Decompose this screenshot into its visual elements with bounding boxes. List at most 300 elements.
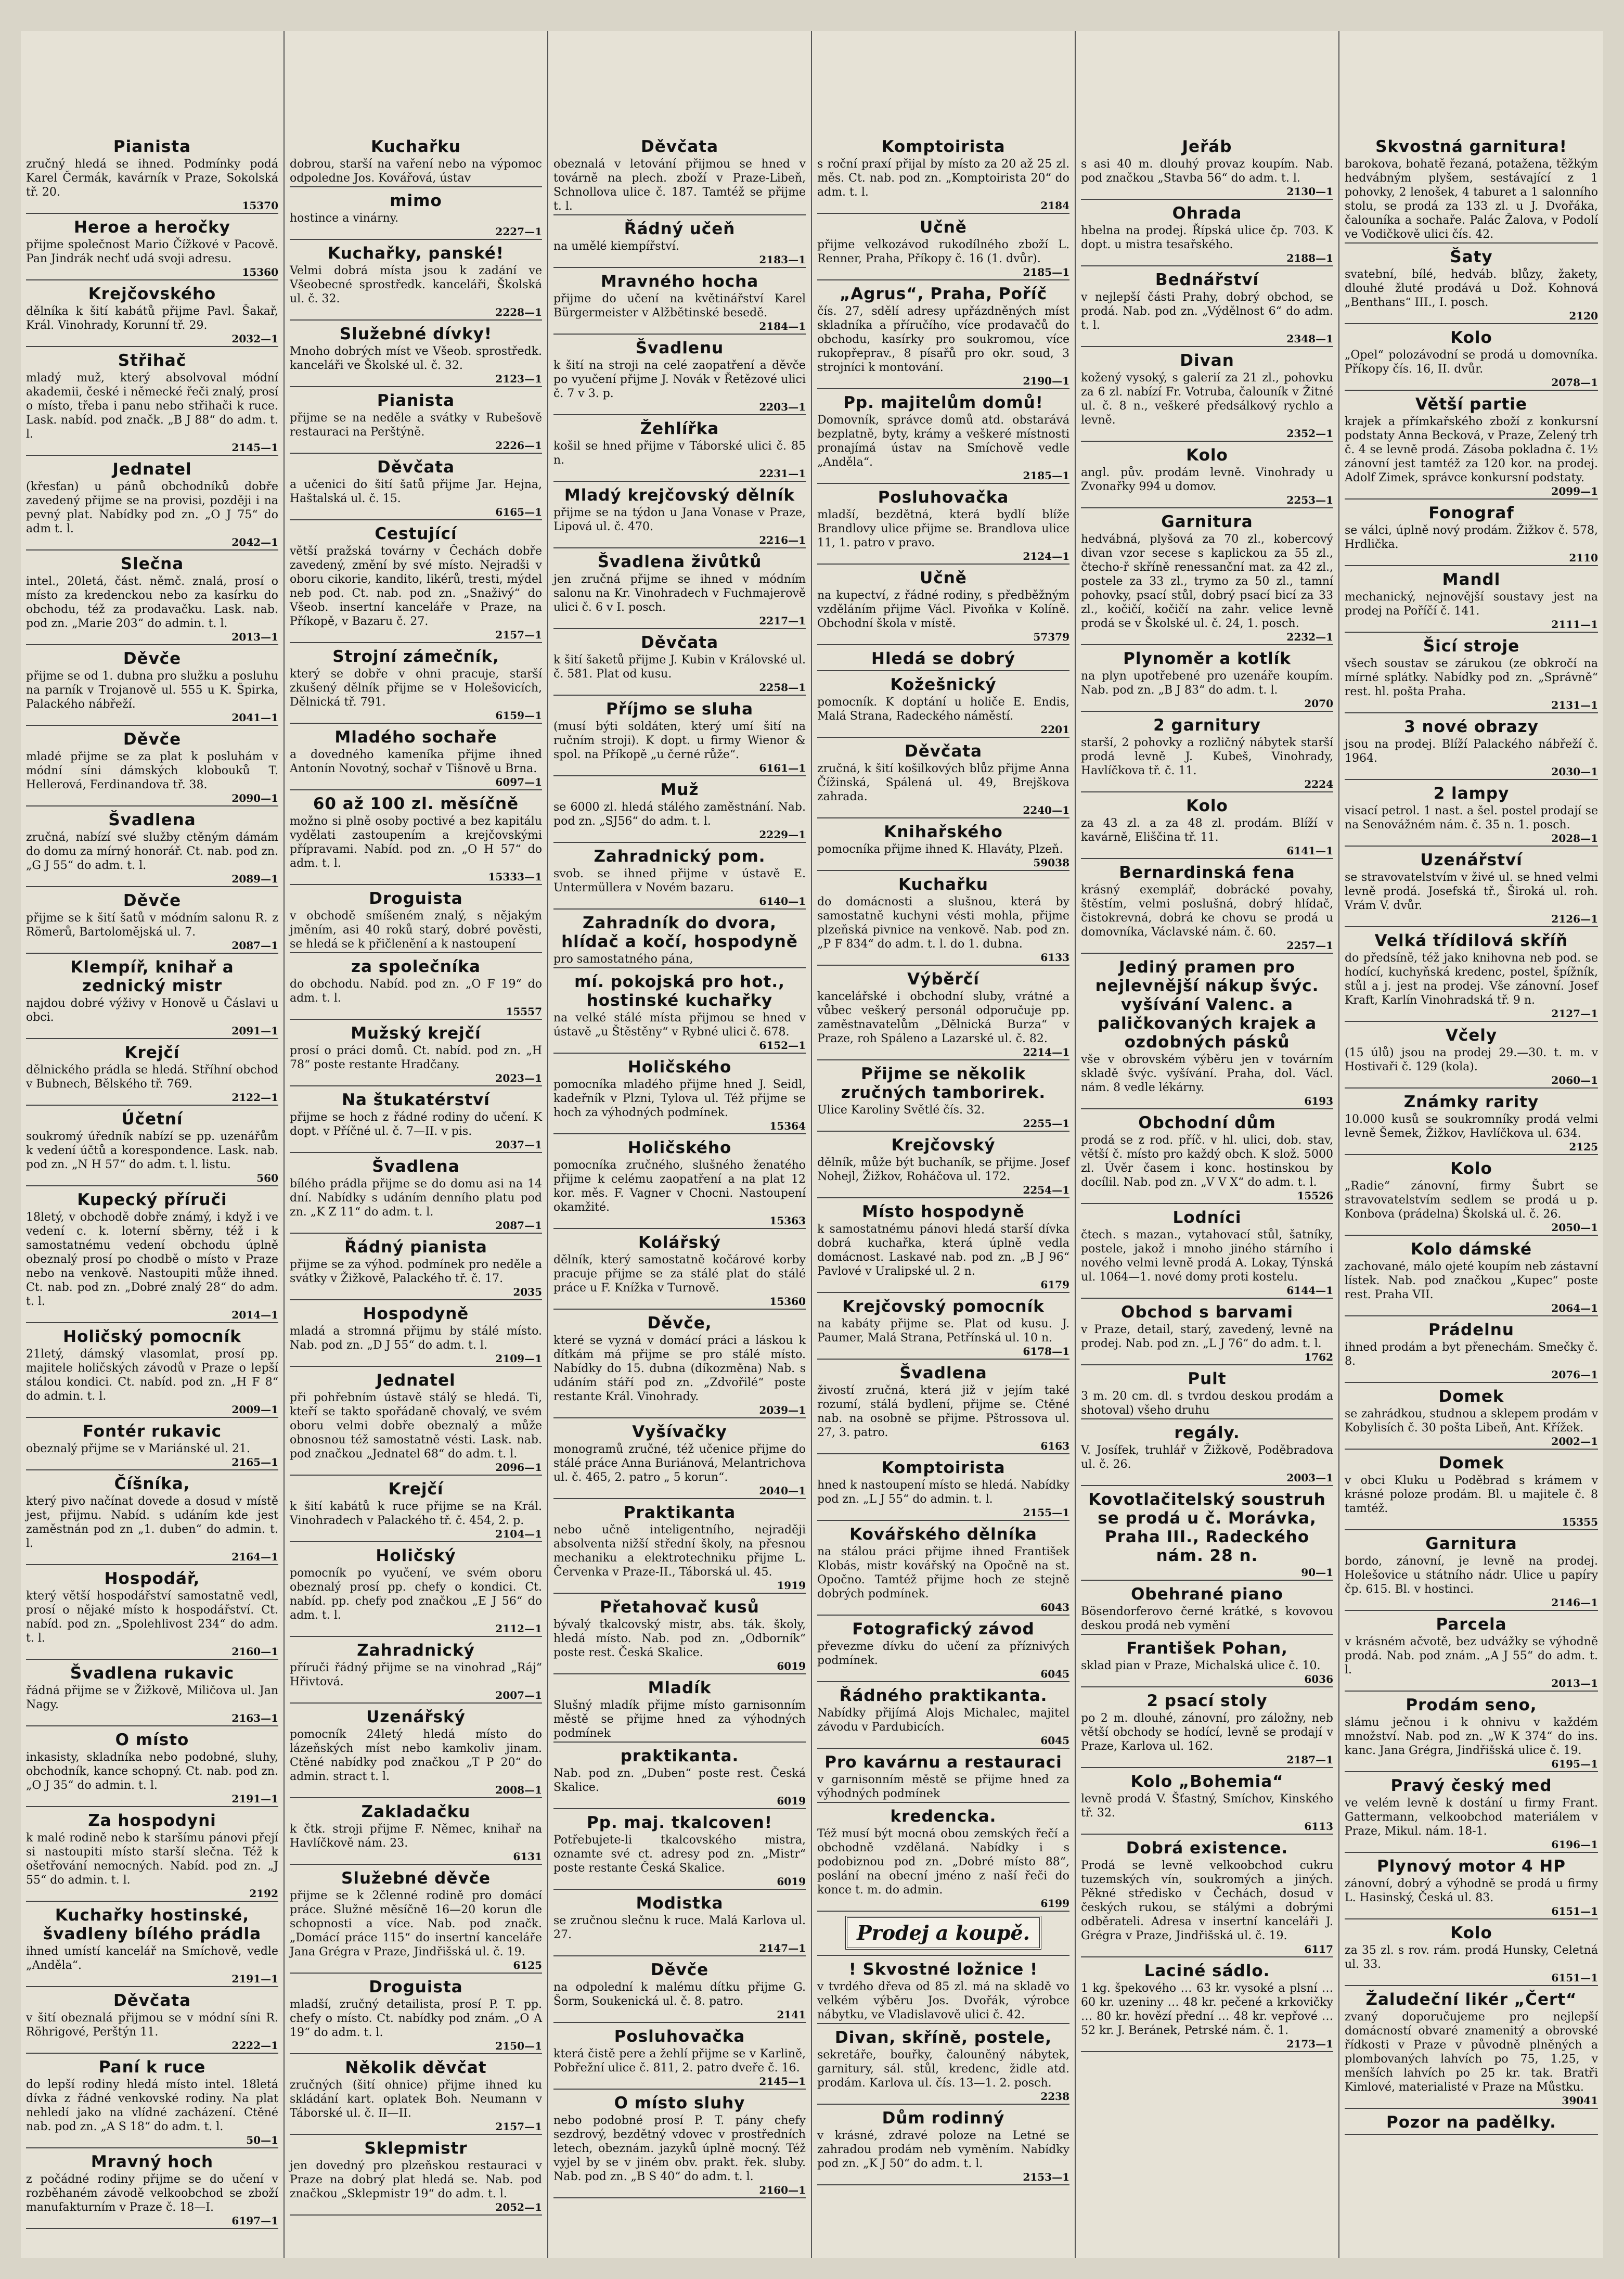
classified-ad	[553, 272, 806, 335]
ad-number: 2112—1	[290, 1622, 542, 1637]
ad-title: Paní k ruce	[98, 2058, 206, 2077]
classified-ad	[1081, 1962, 1333, 2052]
classified-ad	[1345, 1387, 1598, 1450]
ad-number: 2037—1	[290, 1138, 542, 1153]
ad-body: (15 úlů) jsou na prodej 29.—30. t. m. v Hostivaři č. 129 (kola).	[1345, 1046, 1598, 1073]
ad-number: 2185—1	[817, 469, 1069, 484]
classified-ad	[553, 1503, 806, 1594]
ad-body: s asi 40 m. dlouhý provaz koupím. Nab. pod značkou „Stavba 56“ do adm. t. l.	[1081, 158, 1333, 185]
ad-number: 2255—1	[817, 1117, 1069, 1132]
ad-body: jen zručná přijme se ihned v módním salonu na Kr. Vinohradech v Fuchmajerově ulici č. 6 v I. posch.	[553, 573, 806, 614]
ad-body: nebo učně inteligentního, nejraději absolventa nižší střední školy, na přesnou mechaniku a elektrotechniku přijme L. Červenka v Praze-II., Táborská ul. 45.	[553, 1523, 806, 1579]
ad-title: Kolo „Bohemia“	[1130, 1772, 1284, 1791]
ad-body: krásný exemplář, dobrácké povahy, štěstím, velmi poslušná, dobrý hlídač, čistokrevná, dobrá ke chovu se prodá u domovníka, Václavské nám. č. 60.	[1081, 884, 1333, 939]
classified-ad	[290, 325, 542, 387]
ad-body: na stálou práci přijme ihned František Klobás, mistr kovářský na Opočně na st. Opočno. Tamtéž přijme hoch ze stejně dobrých podmínek.	[817, 1545, 1069, 1601]
ad-body: který pivo načínat dovede a dosud v místě jest, přijmu. Nabíd. s udáním kde jest zaměstnán pod zn „1. duben“ do admin. t. l.	[26, 1495, 278, 1550]
ad-body: kožený vysoký, s galerií za 21 zl., pohovku za 6 zl. nabízí Fr. Votruba, čalouník v Žitné ul. č. 8 n., veškeré předsálkový rychlo a levně.	[1081, 372, 1333, 427]
ad-title: Kolo	[1186, 446, 1228, 465]
ad-title: Skvostná garnitura!	[1375, 137, 1567, 156]
classified-ad	[1081, 1839, 1333, 1957]
ad-body: při pohřebním ústavě stálý se hledá. Ti, kteří se takto spořádaně chovalý, ve svém oboru velmi dobře obeznalý a může obnosnou též samostatně vésti. Lask. nab. pod značkou „Jednatel 68“ do adm. t. l.	[290, 1391, 542, 1461]
classified-ad	[1345, 1321, 1598, 1383]
ad-title: Domek	[1438, 1454, 1504, 1473]
ad-title: Jednatel	[112, 460, 192, 479]
classified-ad	[817, 875, 1069, 966]
ad-number: 15360	[26, 266, 278, 280]
ad-number: 6113	[1081, 1820, 1333, 1835]
ad-body: zručná, nabízí své služby ctěným dámám do domu za mírný honorář. Ct. nab. pod zn. „G J 55“ do adm. t. l.	[26, 831, 278, 872]
ad-title: Cestující	[375, 524, 457, 543]
ad-title: Modistka	[636, 1894, 724, 1913]
classified-ad	[290, 957, 542, 1020]
ad-body: jen dovedný pro plzeňskou restauraci v Praze na dobrý plat hledá se. Nab. pod značkou „Sklepmistr 19“ do adm. t. l.	[290, 2159, 542, 2200]
classified-ad	[290, 1371, 542, 1476]
section-heading-sale-purchase	[817, 1916, 1069, 1950]
ad-title: Učně	[920, 218, 967, 237]
ad-number: 2150—1	[290, 2040, 542, 2054]
classified-ad	[26, 1906, 278, 1987]
ad-title: Žehlířka	[640, 419, 719, 438]
classified-ad	[290, 1480, 542, 1542]
classified-ad	[817, 569, 1069, 645]
ad-number: 2040—1	[553, 1484, 806, 1499]
ad-body: přijme se k 2členné rodině pro domácí práce. Služné měsíčně 16—20 korun dle schopnosti a více. Nab. pod značk. „Domácí práce 115“ do insertní kanceláře Jana Grégra v Praze, Jindřišská ul. č. 19.	[290, 1889, 542, 1958]
ad-number: 6179	[817, 1278, 1069, 1293]
ad-title: Fontér rukavic	[82, 1422, 222, 1441]
ad-body: Velmi dobrá místa jsou k zadání ve Všeobecné sprostředk. kanceláři, Školská ul. č. 32.	[290, 264, 542, 305]
ad-number: 2228—1	[290, 306, 542, 321]
ad-title: Číšníka,	[114, 1475, 190, 1493]
ad-title: Kolo dámské	[1410, 1240, 1532, 1259]
ad-title: Jeřáb	[1182, 137, 1232, 156]
classified-ad	[553, 1423, 806, 1499]
column-3	[548, 31, 812, 2258]
ad-body: Nabídky přijímá Alojs Michalec, majitel závodu v Pardubicích.	[817, 1707, 1069, 1734]
ad-number: 6125	[290, 1959, 542, 1974]
classified-ad	[1081, 1369, 1333, 1419]
ad-body: v obci Kluku u Poděbrad s krámem v krásné poloze prodám. Bl. u majitele č. 8 tamtéž.	[1345, 1474, 1598, 1515]
ad-body: obeznalý přijme se v Mariánské ul. 21.	[26, 1442, 251, 1455]
ad-number: 6195—1	[1345, 1758, 1598, 1772]
ad-number: 2007—1	[290, 1689, 542, 1704]
classified-ad	[553, 1747, 806, 1809]
ad-body: mladé přijme se za plat k posluhám v módní síni dámských klobouků T. Hellerová, Ferdinandova tř. 38.	[26, 750, 278, 791]
column-5	[1076, 31, 1339, 2258]
ad-number: 2125	[1345, 1141, 1598, 1155]
classified-ad	[553, 780, 806, 843]
ad-title: Krejčovský	[891, 1136, 996, 1155]
ad-body: (křesťan) u pánů obchodníků dobře zavedený přijme se na provisi, později i na pevný plat. Nabídky pod zn. „O J 75“ do adm t. l.	[26, 480, 278, 535]
ad-body: pro samostatného pána,	[553, 953, 693, 966]
ad-number: 2099—1	[1345, 485, 1598, 500]
classified-ad	[817, 393, 1069, 484]
ad-number: 2231—1	[553, 467, 806, 482]
ad-title: Obehrané piano	[1131, 1585, 1283, 1604]
classified-ad	[1081, 1208, 1333, 1299]
ad-number: 2028—1	[1345, 832, 1598, 847]
ad-number: 560	[26, 1172, 278, 1186]
ad-body: intel., 20letá, část. němč. znalá, prosí o místo za kredenckou nebo za kasírku do obchodu, též za prodavačku. Lask. nab. pod zn. „Marie 203“ do admin. t. l.	[26, 575, 278, 630]
ad-title: Střihač	[118, 351, 187, 370]
classified-ad	[553, 339, 806, 415]
ad-number: 2183—1	[553, 253, 806, 268]
ad-body: zručných (šití ohnice) přijme ihned ku skládání kart. oplatek Boh. Neumann v Táborské ul. č. II—II.	[290, 2079, 542, 2120]
classified-ad	[26, 460, 278, 550]
classified-ad	[817, 823, 1069, 871]
ad-body: která čistě pere a žehlí přijme se v Karlině, Pobřežní ulice č. 811, 2. patro dveře č. 16.	[553, 2047, 806, 2075]
ad-number: 1762	[1081, 1351, 1333, 1365]
ad-body: na kabáty přijme se. Plat od kusu. J. Paumer, Malá Strana, Petřínská ul. 10 n.	[817, 1317, 1069, 1345]
ad-number: 2217—1	[553, 614, 806, 629]
ad-body: pomocníka přijme ihned K. Hlaváty, Plzeň.	[817, 843, 1063, 856]
ad-title: Služebné dívky!	[339, 325, 493, 343]
ad-body: dělnického prádla se hledá. Stříhní obchod v Bubnech, Bělského tř. 769.	[26, 1064, 278, 1091]
ad-title: Pianista	[113, 137, 191, 156]
ad-number: 6133	[817, 951, 1069, 966]
ad-body: přijme se hoch z řádné rodiny do učení. K dopt. v Příčné ul. č. 7—II. v pis.	[290, 1111, 542, 1138]
ad-body: Mnoho dobrých míst ve Všeob. sprostředk. kanceláři ve Školské ul. č. 32.	[290, 345, 542, 372]
ad-number: 6019	[553, 1795, 806, 1809]
ad-body: najdou dobré výživy v Honově u Čáslavi u obci.	[26, 997, 278, 1024]
ad-title: Mladík	[648, 1679, 712, 1697]
ad-number: 2147—1	[553, 1942, 806, 1956]
classified-ad	[1345, 1857, 1598, 1919]
classified-ad	[1081, 1772, 1333, 1835]
ad-body: Ulice Karoliny Světlé čís. 32.	[817, 1104, 985, 1117]
ad-title: Mandl	[1442, 570, 1501, 589]
ad-body: košil se hned přijme v Táborské ulici č. 85 n.	[553, 440, 806, 467]
ad-title: Parcela	[1436, 1615, 1507, 1634]
ad-number: 2123—1	[290, 373, 542, 387]
ad-body: bílého prádla přijme se do domu asi na 14 dní. Nabídky s udáním denního platu pod zn. „K Z 11“ do adm. t. l.	[290, 1177, 542, 1219]
ad-title: Bednářství	[1155, 271, 1259, 289]
ad-title: Uzenářství	[1420, 851, 1523, 869]
ad-body: přijme se za výhod. podmínek pro neděle a svátky v Žižkově, Palackého tř. č. 17.	[290, 1258, 542, 1285]
ad-number: 2352—1	[1081, 427, 1333, 442]
ad-body: barokova, bohatě řezaná, potažena, těžkým hedvábným plyšem, sestávající z 1 pohovky, 2 lenošek, 4 taburet a 1 salonního stolu, se prodá za 133 zl. u J. Dvořáka, čalouníka a sochaře. Palác Žalova, v Podolí ve Vodičkově ulici čís. 42.	[1345, 158, 1598, 241]
ad-body: levně prodá V. Šťastný, Smíchov, Kinského tř. 32.	[1081, 1793, 1333, 1820]
classified-ad	[1081, 351, 1333, 442]
classified-ad	[290, 1978, 542, 2054]
classified-ad	[26, 555, 278, 645]
ad-title: Řádného praktikanta.	[839, 1686, 1048, 1705]
column-2	[285, 31, 548, 2258]
ad-number: 2126—1	[1345, 913, 1598, 927]
ad-body: monogramů zručné, též učenice přijme do stálé práce Anna Buriánová, Melantrichova ul. č. 465, 2. patro „ 5 korun“.	[553, 1443, 806, 1484]
classified-ad	[290, 1641, 542, 1704]
ad-title: Žaludeční likér „Čert“	[1365, 1990, 1577, 2009]
ad-title: Kuchařku	[898, 875, 988, 894]
ad-title: Kožešnický	[890, 675, 997, 694]
ad-number: 1919	[553, 1579, 806, 1594]
classified-ad	[553, 1233, 806, 1310]
ad-title: Posluhovačka	[878, 488, 1009, 507]
classified-ad	[1345, 1240, 1598, 1316]
classified-ad	[26, 218, 278, 280]
ad-number	[817, 669, 1069, 671]
ad-title: Výběrčí	[907, 970, 979, 989]
ad-number: 2214—1	[817, 1046, 1069, 1060]
ad-number: 6199	[817, 1897, 1069, 1912]
ad-title: Muž	[660, 780, 699, 799]
ad-body: a učenici do šití šatů přijme Jar. Hejna, Haštalská ul. č. 15.	[290, 478, 542, 505]
ad-body: se zručnou slečnu k ruce. Malá Karlova ul. 27.	[553, 1914, 806, 1941]
classified-ad	[553, 2027, 806, 2090]
ad-title: Děvče	[650, 1961, 709, 1979]
ad-number: 2165—1	[26, 1456, 278, 1470]
ad-title: Hospodář,	[104, 1569, 200, 1588]
ad-body: k samostatnému pánovi hledá starší dívka dobrá kuchařka, která úplně vedla domácnost. Laskavé nab. pod zn. „B J 96“ Pavlové v Uralipské ul. 2 n.	[817, 1223, 1069, 1278]
ad-number: 2124—1	[817, 550, 1069, 565]
ad-body: k šití kabátů k ruce přijme se na Král. Vinohradech v Palackého tř. č. 454, 2. p.	[290, 1500, 542, 1527]
ad-title: Příjmo se sluha	[605, 700, 754, 719]
ad-title: Klempíř, knihař a zednický mistr	[70, 958, 234, 995]
ad-body: se 6000 zl. hledá stálého zaměstnání. Nab. pod zn. „SJ56“ do adm. t. l.	[553, 801, 806, 828]
classified-ad	[26, 1043, 278, 1106]
ad-title: Větší partie	[1415, 395, 1527, 414]
ad-body: v tvrdého dřeva od 85 zl. má na skladě vo velkém výběru Jos. Dvořák, výrobce nábytku, ve Vladislavově ulici č. 42.	[817, 1980, 1069, 2021]
classified-ad	[290, 391, 542, 454]
ad-number: 2164—1	[26, 1551, 278, 1565]
ad-title: Pult	[1188, 1369, 1227, 1388]
ad-body: do obchodu. Nabíd. pod zn. „O F 19“ do adm. t. l.	[290, 978, 542, 1005]
ad-number: 2160—1	[553, 2184, 806, 2198]
column-1	[21, 31, 285, 2258]
ad-number: 15360	[553, 1295, 806, 1310]
ad-title: 2 garnitury	[1153, 716, 1261, 735]
classified-ad	[1081, 1424, 1333, 1486]
ad-title: Švadlena	[899, 1364, 987, 1382]
ad-body: možno si plně osoby poctivé a bez kapitálu vydělati zastoupením a krejčovskými přípravami. Nabíd. pod zn. „O H 57“ do adm. t. l.	[290, 815, 542, 870]
classified-ad	[817, 1525, 1069, 1616]
ad-number: 6043	[817, 1601, 1069, 1616]
ad-title: Zahradník do dvora, hlídač a kočí, hospodyně	[561, 914, 798, 951]
ad-body: Potřebujete-li tkalcovského mistra, oznamte své ct. adresy pod zn. „Mistr“ poste restante Česká Skalice.	[553, 1834, 806, 1875]
ad-title: Švadlena	[108, 811, 196, 829]
ad-number: 2190—1	[817, 375, 1069, 389]
ad-body: soukromý úředník nabízí se pp. uzenářům k vedení účtů a korespondence. Lask. nab. pod zn. „N H 57“ do adm. t. l. listu.	[26, 1130, 278, 1171]
ad-number: 2090—1	[26, 792, 278, 806]
ad-number: 2104—1	[290, 1528, 542, 1542]
ad-number: 15363	[553, 1214, 806, 1229]
ad-title: Známky rarity	[1403, 1093, 1539, 1111]
ad-number: 2173—1	[1081, 2038, 1333, 2052]
ad-title: 3 nové obrazy	[1404, 718, 1539, 736]
ad-number: 2163—1	[26, 1712, 278, 1726]
ad-title: Za hospodyni	[88, 1811, 216, 1830]
ad-number: 2155—1	[817, 1506, 1069, 1521]
ad-body: pomocníka zručného, slušného ženatého přijme k celému zaopatření a na plat 12 kor. měs. F. Vagner v Chocni. Nastoupení okamžité.	[553, 1159, 806, 1214]
ad-title: Děvčata	[113, 1991, 191, 2010]
classified-ad	[290, 2058, 542, 2135]
ad-title: Knihařského	[884, 823, 1003, 841]
classified-ad	[1345, 328, 1598, 391]
ad-body: „Opel“ polozávodní se prodá u domovníka. Příkopy čís. 16, II. dvůr.	[1345, 349, 1598, 376]
classified-ad	[817, 2028, 1069, 2105]
classified-ad	[290, 137, 542, 187]
ad-title: Kolářský	[638, 1233, 721, 1252]
ad-body: na odpolední k malému dítku přijme G. Šorm, Soukenická ul. č. 8. patro.	[553, 1981, 806, 2008]
ad-number: 2064—1	[1345, 1302, 1598, 1316]
ad-body: Nab. pod zn. „Duben“ poste rest. Česká Skalice.	[553, 1767, 806, 1794]
ad-body: přijme se od 1. dubna pro služku a posluhu na parník v Trojanově ul. 555 u K. Špirka, Palackého nábřeží.	[26, 670, 278, 711]
classified-ad	[1081, 1303, 1333, 1365]
classified-ad	[553, 553, 806, 629]
ad-body: v krásné, zdravé poloze na Letné se zahradou prodám neb vyměním. Nabídky pod zn. „K J 50“ do adm. t. l.	[817, 2129, 1069, 2170]
ad-number: 2216—1	[553, 534, 806, 548]
ad-number: 2109—1	[290, 1352, 542, 1367]
ad-title: kredencka.	[890, 1807, 997, 1826]
ad-title: Pianista	[377, 391, 455, 410]
classified-ad	[553, 633, 806, 696]
ad-number: 2052—1	[290, 2201, 542, 2216]
ad-number: 2089—1	[26, 873, 278, 887]
classified-ad	[290, 728, 542, 790]
ad-body: převezme dívku do učení za příznivých podmínek.	[817, 1640, 1069, 1667]
classified-ad	[1345, 1534, 1598, 1611]
ad-number: 2035	[290, 1286, 542, 1300]
ad-title: Švadlenu	[635, 339, 724, 357]
classified-ad	[817, 1364, 1069, 1454]
classified-ad	[1345, 1615, 1598, 1692]
ad-title: Řádný učeň	[624, 220, 736, 238]
classified-ad	[290, 1546, 542, 1637]
ad-number: 2002—1	[1345, 1435, 1598, 1450]
ad-body: krajek a přímkařského zboží z konkursní podstaty Anna Becková, v Praze, Zelený trh č. 4 se levně prodá. Zásoba pokladna č. 1½ zánovní jest tamtéž za 120 kor. na prodej. Adolf Zimek, správce konkursní podstaty.	[1345, 415, 1598, 484]
ad-number: 2041—1	[26, 711, 278, 726]
ad-body: za 35 zl. s rov. rám. prodá Hunsky, Celetná ul. 33.	[1345, 1944, 1598, 1971]
ad-body: mladá a stromná přijmu by stálé místo. Nab. pod zn. „D J 55“ do adm. t. l.	[290, 1325, 542, 1352]
classified-ad	[553, 1894, 806, 1956]
ad-body: zručná, k šití košilkových blůz přijme Anna Čížinská, Spálená ul. 49, Brejškova zahrada.	[817, 762, 1069, 803]
classified-ad	[817, 675, 1069, 738]
ad-number: 2060—1	[1345, 1074, 1598, 1089]
ad-title: Strojní zámečník,	[332, 647, 499, 666]
ad-body: všech soustav se zárukou (ze obkročí na mírné splátky. Nabídky pod zn. „Správně“ rest. hl. pošta Praha.	[1345, 657, 1598, 698]
ad-body: nebo podobné prosí P. T. pány chefy sezdrový, bezdětný vdovec v prostředních letech, obeznám. jazyků úplně mocný. Též vyjel by se v jiném obv. prakt. řek. sluby. Nab. pod zn. „B S 40“ do adm. t. l.	[553, 2114, 806, 2183]
ad-body: s roční praxí přijal by místo za 20 až 25 zl. měs. Ct. nab. pod zn. „Komptoirista 20“ do adm. t. l.	[817, 158, 1069, 199]
ad-number	[1081, 1417, 1333, 1419]
ad-title: Děvče,	[647, 1314, 712, 1333]
ad-title: Kovotlačitelský soustruh se prodá u č. Morávka, Praha III., Radeckého nám. 28 n.	[1088, 1490, 1326, 1565]
classified-ad	[1081, 1639, 1333, 1687]
ad-body: slámu ječnou i k ohnivu v každém množství. Nab. pod zn. „W K 374“ do ins. kanc. Jana Grégra, Jindřišská ulice č. 19.	[1345, 1716, 1598, 1757]
ad-body: Bösendorferovo černé krátké, s kovovou deskou prodá neb vymění	[1081, 1605, 1333, 1632]
ad-title: Řádný pianista	[344, 1238, 487, 1257]
ad-title: Posluhovačka	[614, 2027, 745, 2046]
ad-body: do domácnosti a slušnou, která by samostatně kuchyni vésti mohla, přijme plzeňská pivnice na venkově. Nab. pod zn. „P F 834“ do adm. t. l. do 1. dubna.	[817, 895, 1069, 951]
ad-title: Mravný hoch	[91, 2153, 214, 2171]
classified-ad	[26, 1190, 278, 1323]
classified-ad	[817, 1686, 1069, 1749]
ad-body: dělníka k šití kabátů přijme Pavl. Šakař, Král. Vinohrady, Korunní tř. 29.	[26, 305, 278, 332]
classified-ad	[817, 1458, 1069, 1521]
ad-title: Fotografický závod	[852, 1620, 1035, 1638]
ad-title: Služebné děvče	[341, 1869, 491, 1888]
ad-body: se válci, úplně nový prodám. Žižkov č. 578, Hrdlička.	[1345, 524, 1598, 551]
ad-title: Děvčata	[905, 742, 982, 761]
ad-body: se stravovatelstvím v živé ul. se hned velmi levně prodá. Josefská tř., Široká ul. roh. Vrám V. dvůr.	[1345, 871, 1598, 912]
ad-body: pomocník 24letý hledá místo do lázeňských míst nebo kamkoliv jinam. Ctěné nabídky pod značkou „T P 20“ do admin. stract t. l.	[290, 1728, 542, 1783]
ad-body: větší pražská továrny v Čechách dobře zavedený, změní by své místo. Nejradši v oboru cikorie, kandito, likérů, tresti, mýdel neb pod. Ct. nab. pod zn. „Snaživý“ do Všeob. insertní kanceláře v Praze, na Příkopě, v Bazaru č. 27.	[290, 545, 542, 628]
classified-ad	[290, 1869, 542, 1974]
ad-number: 2226—1	[290, 439, 542, 454]
ad-number: 15370	[26, 199, 278, 214]
ad-number: 2008—1	[290, 1784, 542, 1798]
classified-ad	[1081, 271, 1333, 347]
ad-title: Fonograf	[1428, 504, 1514, 522]
classified-ad	[290, 1157, 542, 1234]
ad-number	[1081, 1633, 1333, 1635]
ad-body: na kupectví, z řádné rodiny, s předběžným vzděláním přijme Václ. Pivoňka v Kolíně. Obchodní škola v místě.	[817, 589, 1069, 630]
ad-number: 2184—1	[553, 320, 806, 335]
ad-body: živostí zručná, která již v jejím také rozumí, stálá bydlení, přijme se. Ctěné nab. na osobně se přijme. Pštrossova ul. 27, 3. patro.	[817, 1384, 1069, 1439]
classified-ad	[817, 1916, 1069, 1956]
ad-body: mechanický, nejnovější soustavy jest na prodej na Poříčí č. 141.	[1345, 591, 1598, 618]
ad-body: (musí býti soldáten, který umí šití na ručním stroji). K dopt. u firmy Wienor & spol. na Příkopě „u černé růže“.	[553, 720, 806, 761]
ad-number: 2145—1	[553, 2075, 806, 2090]
ad-body: pomocník po vyučení, ve svém oboru obeznalý prosí pp. chefy o kondici. Ct. nabíd. pp. chefy pod značkou „E J 56“ do adm. t. l.	[290, 1567, 542, 1622]
classified-ad	[817, 970, 1069, 1060]
ad-number: 6163	[817, 1440, 1069, 1454]
ad-title: Krejčovský pomocník	[842, 1297, 1045, 1316]
ad-title: Kolo	[1450, 1159, 1492, 1178]
ad-number: 2039—1	[553, 1404, 806, 1418]
ad-number: 6151—1	[1345, 1905, 1598, 1919]
ad-body: 10.000 kusů se soukromníky prodá velmi levně Šemek, Žižkov, Havlíčkova ul. 634.	[1345, 1113, 1598, 1140]
ad-number: 6196—1	[1345, 1838, 1598, 1853]
ad-title: Děvče	[123, 730, 182, 749]
ad-body: vše v obrovském výběru jen v továrním skladě švýc. vyšívání. Praha, dol. Václ. nám. 8 vedle lékárny.	[1081, 1053, 1333, 1094]
ad-body: k šití na stroji na celé zaopatření a děvče po vyučení přijme J. Novák v Řetězové ulici č. 7 v 3. p.	[553, 359, 806, 400]
classified-ad	[553, 1961, 806, 2023]
ad-body: visací petrol. 1 nast. a šel. postel prodají se na Senovážném nám. č. 35 n. 1. posch.	[1345, 804, 1598, 831]
classified-ad	[290, 1304, 542, 1367]
ad-title: Několik děvčat	[345, 2058, 487, 2077]
ad-body: dělník, může být buchaník, se přijme. Josef Nohejl, Žižkov, Roháčova ul. 172.	[817, 1156, 1069, 1183]
ad-number: 6193	[1081, 1095, 1333, 1109]
ad-body: svatební, bílé, hedváb. blůzy, žakety, dlouhé žluté prodává u Dož. Kohnová „Benthans“ III., I. posch.	[1345, 268, 1598, 309]
ad-body: čís. 27, sdělí adresy upřázdněných míst skladníka a příručího, více prodavačů do obchodu, kasírky pro soukromou, více rukopřeprav., 8 písařů pro okr. soud, 3 strojníci k montování.	[817, 305, 1069, 374]
ad-number: 2157—1	[290, 629, 542, 643]
classified-ad	[1345, 570, 1598, 633]
classified-ad	[1081, 716, 1333, 792]
ad-number: 2013—1	[26, 631, 278, 645]
ad-title: Plynový motor 4 HP	[1377, 1857, 1566, 1876]
ad-body: mladší, bezdětná, která bydlí blíže Brandlovy ulice přijme se. Brandlova ulice 11, 1. patro v pravo.	[817, 508, 1069, 549]
ad-title: Přetahovač kusů	[600, 1598, 759, 1617]
ad-body: Domovník, správce domů atd. obstarává bezplatně, byty, krámy a veškeré místnosti pronajímá ústav na Smíchově vedle „Anděla“.	[817, 414, 1069, 469]
ad-body: se zahrádkou, studnou a sklepem prodám v Kobylisích č. 30 pošta Libeň, Ant. Křížek.	[1345, 1407, 1598, 1435]
ad-title: Praktikanta	[623, 1503, 736, 1522]
ad-body: hbelna na prodej. Řípská ulice čp. 703. K dopt. u mistra tesařského.	[1081, 224, 1333, 251]
ad-body: mladý muž, který absolvoval módní akademii, české i německé řeči znalý, prosí o místo, třeba i panu nebo střihači k ruce. Lask. nabíd. pod značk. „B J 88“ do adm. t. l.	[26, 372, 278, 441]
ad-title: Heroe a heročky	[74, 218, 230, 237]
ad-title: Krejčovského	[88, 285, 216, 303]
ad-body: V. Josífek, truhlář v Žižkově, Poděbradova ul. č. 26.	[1081, 1444, 1333, 1471]
ad-body: v šití obeznalá přijmou se v módní síni R. Röhrigové, Perštýn 11.	[26, 2012, 278, 2039]
ad-number: 2348—1	[1081, 332, 1333, 347]
classified-ad	[817, 742, 1069, 818]
ad-title: Komptoirista	[881, 137, 1006, 156]
ad-number: 2030—1	[1345, 765, 1598, 780]
column-6	[1339, 31, 1603, 2258]
classified-ad	[1345, 637, 1598, 713]
ad-body: hedvábná, plyšová za 70 zl., kobercový divan vzor secese s kaplickou za 55 zl., čtecho-ř skříně renessanční mat. za 42 zl., postele za 33 zl., trymo za 50 zl., tamní pohovky, psací stůl, dobrý psací bicí za 33 zl., kočičí, kočičí na zahr. velice levně prodá se v Školské ul. č. 24, 1. posch.	[1081, 533, 1333, 630]
ad-number: 2032—1	[26, 332, 278, 347]
ad-body: v nejlepší části Prahy, dobrý obchod, se prodá. Nab. pod zn. „Výdělnost 6“ do adm. t. l.	[1081, 291, 1333, 332]
